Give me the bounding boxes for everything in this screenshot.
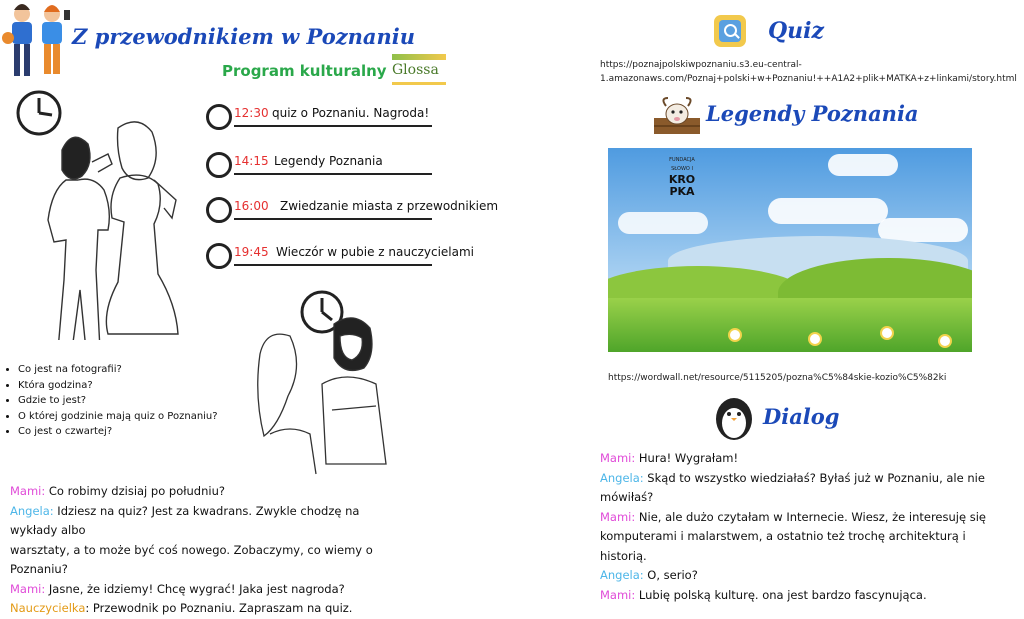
list-item: • O której godzinie mają quiz o Poznaniu? [18, 409, 248, 425]
quiz-link[interactable]: https://poznajpolskiwpoznaniu.s3.eu-central- 1.amazonaws.com/Poznaj+polski+w+Poznaniu!++A1A2+plik+MATKA+z+linkami/story.html [600, 60, 1017, 84]
program-title: Program kulturalny [222, 62, 387, 80]
dialog-line: Angela: O, serio? [600, 568, 698, 582]
bullet-ring-icon [206, 152, 232, 178]
page-title: Z przewodnikiem w Poznaniu [72, 24, 416, 49]
dialog-line: warsztaty, a to może być coś nowego. Zobaczymy, co wiemy o Poznaniu? [10, 542, 373, 576]
dialog-line: Angela: Skąd to wszystko wiedziałaś? Byłaś już w Poznaniu, ale nie mówiłaś? [600, 470, 985, 504]
legends-link[interactable]: https://wordwall.net/resource/5115205/pozna%C5%84skie-kozio%C5%82ki [608, 373, 947, 383]
women-chatting-illustration [240, 314, 390, 484]
question-list [0, 362, 248, 440]
dialog-line: Mami: Nie, ale dużo czytałam w Internecie. Wiesz, że interesuję się [600, 509, 986, 524]
list-item: • Co jest na fotografii? [18, 362, 248, 378]
dialog-line: Nauczycielka: Przewodnik po Poznaniu. Zapraszam na quiz. [10, 601, 353, 615]
goat-icon [652, 96, 702, 138]
dialog-line: Angela: Idziesz na quiz? Jest za kwadrans. Zwykle chodzę na wykłady albo [10, 503, 360, 537]
dialog-line: Mami: Co robimy dzisiaj po południu? [10, 484, 225, 498]
dialog-line: komputerami i malarstwem, a ostatnio też trochę architekturą i historią. [600, 529, 966, 563]
dialog-left [10, 482, 410, 619]
dialog-line: Mami: Jasne, że idziemy! Chcę wygrać! Jaka jest nagroda? [10, 581, 345, 596]
bullet-ring-icon [206, 243, 232, 269]
dialog-line: Mami: Hura! Wygrałam! [600, 451, 739, 465]
dialog-title: Dialog [763, 404, 840, 429]
bullet-ring-icon [206, 104, 232, 130]
legends-title: Legendy Poznania [706, 101, 919, 126]
schedule-item: 19:45 Wieczór w pubie z nauczycielami [206, 241, 466, 269]
list-item: • Gdzie to jest? [18, 393, 248, 409]
quiz-icon [714, 15, 746, 47]
schedule-item: 14:15 Legendy Poznania [206, 150, 466, 178]
landscape-image[interactable] [608, 148, 972, 352]
women-sketch-illustration [22, 120, 202, 340]
list-item: • Co jest o czwartej? [18, 424, 248, 440]
schedule-item: 12:30 quiz o Poznaniu. Nagroda! [206, 102, 466, 130]
dialog-right [600, 449, 1006, 605]
schedule-item: 16:00 Zwiedzanie miasta z przewodnikiem [206, 195, 466, 223]
quiz-title: Quiz [768, 18, 825, 44]
dialog-line: Mami: Lubię polską kulturę. ona jest bardzo fascynująca. [600, 587, 927, 602]
bullet-ring-icon [206, 197, 232, 223]
penguin-icon [712, 392, 756, 442]
list-item: • Która godzina? [18, 378, 248, 394]
tourists-illustration [0, 0, 80, 86]
glossa-logo: Glossa [392, 54, 446, 88]
kropka-logo: FUNDACJA SŁOWO I KRO PKA [668, 157, 696, 198]
